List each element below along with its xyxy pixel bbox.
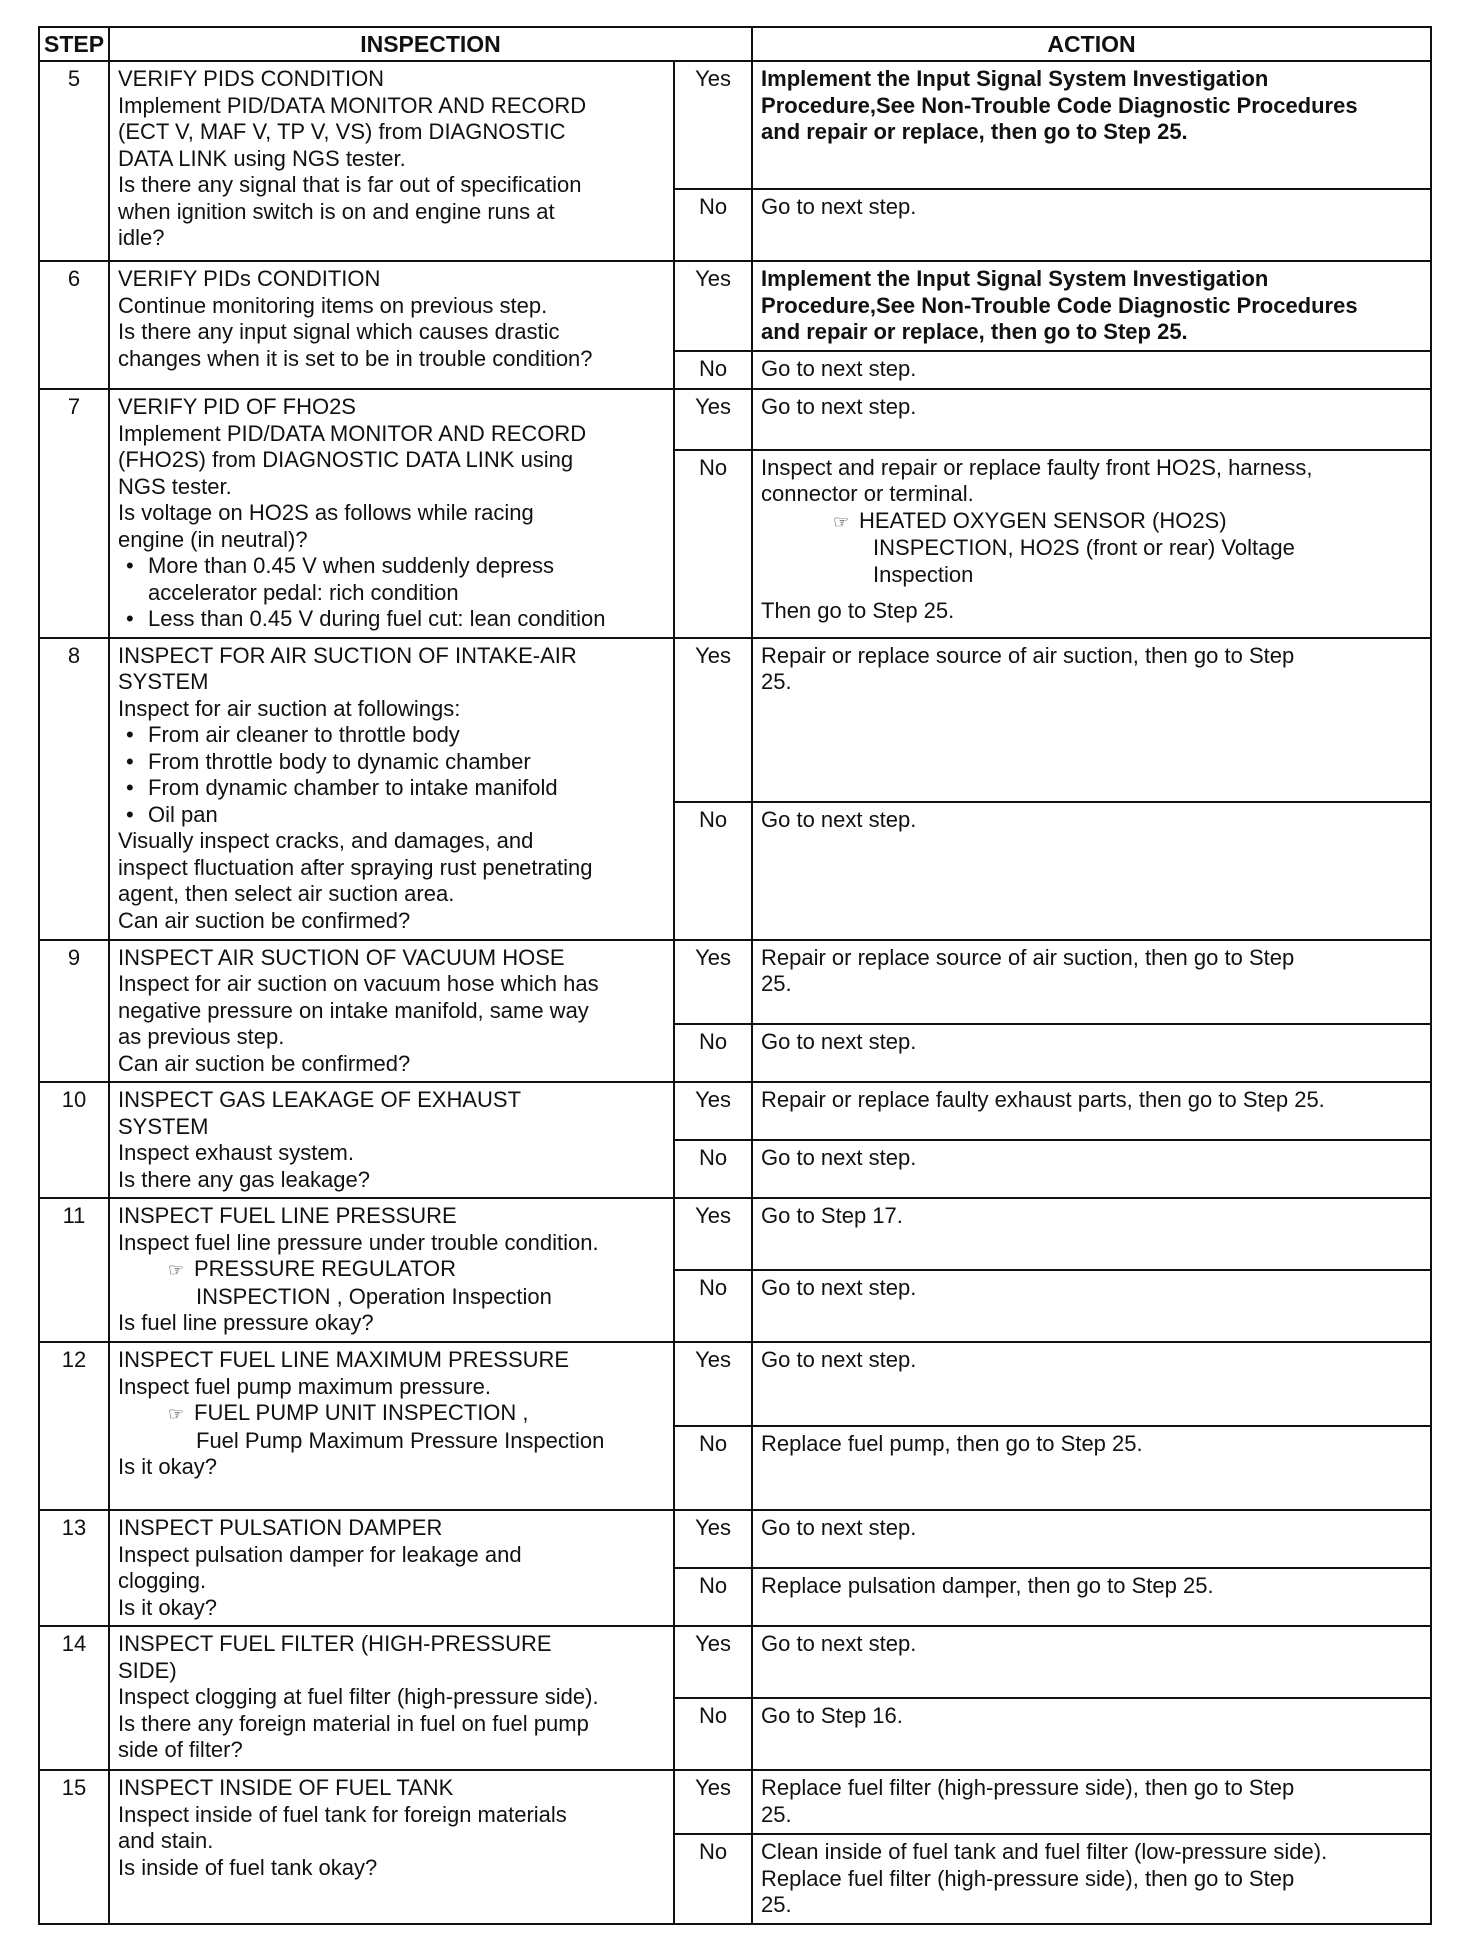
step-number: 12 [39,1342,109,1510]
action-line: and repair or replace, then go to Step 25. [761,319,1188,344]
inspection-line: NGS tester. [118,473,232,499]
inspection-title: SYSTEM [118,669,209,694]
inspection-line: (FHO2S) from DIAGNOSTIC DATA LINK using [118,447,574,472]
inspection-title: INSPECT GAS LEAKAGE OF EXHAUST [118,1087,522,1112]
reference-text: PRESSURE REGULATOR [194,1256,457,1281]
action-line: Go to next step. [761,1275,917,1300]
document-page [38,26,1430,1925]
action-line: Go to next step. [761,806,917,832]
no-action [752,1834,1431,1924]
step-number: 6 [39,261,109,389]
inspection-cell [109,1770,674,1924]
yes-action [752,389,1431,450]
header-inspection: INSPECTION [109,27,752,61]
inspection-line: inspect fluctuation after spraying rust penetrating [118,854,593,880]
inspection-bullet: • Less than 0.45 V during fuel cut: lean condition [118,606,665,633]
yes-label: Yes [674,1082,752,1140]
no-label: No [674,1270,752,1342]
action-line: 25. [761,669,792,694]
no-label: No [674,351,752,389]
step-number: 5 [39,61,109,261]
yes-action [752,940,1431,1024]
yes-label: Yes [674,61,752,189]
action-line: Inspect and repair or replace faulty front HO2S, harness, [761,454,1313,480]
yes-action [752,1626,1431,1698]
step-row-yes [39,1770,1431,1834]
step-number: 15 [39,1770,109,1924]
action-line: 25. [761,1892,792,1917]
reference-text: INSPECTION , Operation Inspection [196,1283,552,1309]
action-line: 25. [761,971,792,996]
inspection-line: Inspect exhaust system. [118,1140,354,1165]
inspection-cell [109,1626,674,1770]
action-line: Go to next step. [761,194,917,219]
action-line: Go to Step 16. [761,1703,903,1728]
diagnostic-table [38,26,1432,1925]
inspection-line: clogging. [118,1568,207,1593]
inspection-line: Is inside of fuel tank okay? [118,1854,378,1880]
inspection-cell [109,61,674,261]
inspection-line: negative pressure on intake manifold, same way [118,997,589,1023]
inspection-line: when ignition switch is on and engine runs at [118,198,555,224]
inspection-line: Inspect for air suction at followings: [118,695,461,721]
action-line: Repair or replace source of air suction, then go to Step [761,944,1295,970]
action-line: Clean inside of fuel tank and fuel filter (low-pressure side). [761,1839,1328,1864]
inspection-line: Visually inspect cracks, and damages, and [118,828,534,853]
inspection-bullet: • From throttle body to dynamic chamber [118,749,665,776]
reference-text: Inspection [873,561,974,587]
inspection-line: changes when it is set to be in trouble condition? [118,345,593,371]
no-action [752,1568,1431,1626]
step-row-yes [39,1510,1431,1568]
inspection-bullet: • From air cleaner to throttle body [118,722,665,749]
inspection-cell [109,940,674,1083]
reference-text: Fuel Pump Maximum Pressure Inspection [196,1427,605,1453]
step-row-yes [39,1198,1431,1270]
inspection-line: Is there any gas leakage? [118,1166,370,1192]
no-action [752,189,1431,261]
action-line: Go to next step. [761,394,917,419]
inspection-cell [109,389,674,638]
step-row-yes [39,261,1431,351]
yes-label: Yes [674,1626,752,1698]
step-row-yes [39,940,1431,1024]
no-label: No [674,1568,752,1626]
action-line: Replace pulsation damper, then go to Step 25. [761,1573,1214,1598]
reference-line [761,508,1422,536]
inspection-title: INSPECT FUEL FILTER (HIGH-PRESSURE [118,1631,552,1656]
inspection-line: Can air suction be confirmed? [118,1050,411,1076]
inspection-line: Inspect fuel pump maximum pressure. [118,1373,491,1399]
inspection-line: Inspect clogging at fuel filter (high-pressure side). [118,1684,599,1709]
header-row [39,27,1431,61]
no-action [752,1024,1431,1082]
yes-action [752,1510,1431,1568]
step-row-yes [39,1626,1431,1698]
action-line: Then go to Step 25. [761,598,955,624]
no-action [752,1426,1431,1510]
yes-label: Yes [674,389,752,450]
yes-action [752,1770,1431,1834]
inspection-bullet: • From dynamic chamber to intake manifold [118,775,665,802]
no-label: No [674,1426,752,1510]
no-label: No [674,189,752,261]
inspection-line: Implement PID/DATA MONITOR AND RECORD [118,92,587,118]
reference-line [118,1256,665,1284]
action-line: 25. [761,1801,792,1827]
header-action: ACTION [752,27,1431,61]
action-line: Implement the Input Signal System Investigation [761,266,1269,291]
inspection-cell [109,1510,674,1626]
yes-label: Yes [674,1198,752,1270]
action-line: Go to Step 17. [761,1203,903,1228]
step-number: 8 [39,638,109,940]
inspection-line: Inspect pulsation damper for leakage and [118,1541,522,1567]
inspection-title: INSPECT FUEL LINE MAXIMUM PRESSURE [118,1347,570,1372]
yes-action [752,61,1431,189]
action-line: Repair or replace source of air suction, then go to Step [761,642,1295,668]
header-step: STEP [39,27,109,61]
inspection-line: Is there any foreign material in fuel on fuel pump [118,1710,589,1736]
action-line: and repair or replace, then go to Step 25. [761,119,1188,144]
yes-label: Yes [674,1342,752,1426]
inspection-line: side of filter? [118,1737,243,1762]
no-action [752,1140,1431,1198]
yes-label: Yes [674,940,752,1024]
inspection-title: VERIFY PID OF FHO2S [118,394,356,419]
inspection-line: idle? [118,225,165,250]
yes-label: Yes [674,1770,752,1834]
inspection-bullet: • Oil pan [118,802,665,829]
yes-action [752,638,1431,802]
yes-label: Yes [674,1510,752,1568]
inspection-line: Is it okay? [118,1594,218,1620]
action-line: Repair or replace faulty exhaust parts, then go to Step 25. [761,1087,1325,1112]
inspection-line: Inspect for air suction on vacuum hose which has [118,971,599,996]
inspection-title: INSPECT FUEL LINE PRESSURE [118,1203,457,1228]
step-number: 13 [39,1510,109,1626]
inspection-title: SIDE) [118,1657,177,1683]
no-label: No [674,1140,752,1198]
inspection-line: Inspect fuel line pressure under trouble condition. [118,1229,599,1255]
no-label: No [674,450,752,638]
reference-text: INSPECTION, HO2S (front or rear) Voltage [873,535,1295,561]
inspection-line: Continue monitoring items on previous step. [118,292,548,318]
action-line: Replace fuel pump, then go to Step 25. [761,1431,1143,1456]
inspection-line: Is there any input signal which causes drastic [118,319,560,344]
inspection-cell [109,1342,674,1510]
no-label: No [674,1834,752,1924]
no-action [752,1698,1431,1770]
no-label: No [674,802,752,940]
inspection-title: INSPECT PULSATION DAMPER [118,1515,443,1540]
step-row-yes [39,389,1431,450]
inspection-line: Is there any signal that is far out of specification [118,172,582,197]
inspection-cell [109,1082,674,1198]
action-line: Replace fuel filter (high-pressure side), then go to Step [761,1865,1295,1891]
step-number: 9 [39,940,109,1083]
yes-action [752,1082,1431,1140]
inspection-line: Is voltage on HO2S as follows while racing [118,500,534,525]
reference-pointer-icon: ☞ [833,511,850,532]
inspection-title: INSPECT FOR AIR SUCTION OF INTAKE-AIR [118,642,577,668]
inspection-line: (ECT V, MAF V, TP V, VS) from DIAGNOSTIC [118,119,566,144]
step-number: 7 [39,389,109,638]
inspection-cell [109,1198,674,1342]
no-action [752,802,1431,940]
inspection-title: VERIFY PIDS CONDITION [118,66,385,91]
step-number: 10 [39,1082,109,1198]
yes-action [752,1198,1431,1270]
no-action [752,450,1431,638]
inspection-line: Implement PID/DATA MONITOR AND RECORD [118,420,587,446]
no-label: No [674,1024,752,1082]
inspection-line: Inspect inside of fuel tank for foreign materials [118,1801,567,1827]
action-line: Procedure,See Non-Trouble Code Diagnostic Procedures [761,292,1358,318]
action-line: Go to next step. [761,1515,917,1540]
yes-label: Yes [674,638,752,802]
action-line: Go to next step. [761,1631,917,1656]
step-number: 11 [39,1198,109,1342]
inspection-cell [109,261,674,389]
inspection-cell [109,638,674,940]
reference-pointer-icon: ☞ [168,1260,185,1280]
inspection-title: SYSTEM [118,1113,209,1139]
inspection-line: agent, then select air suction area. [118,881,455,906]
action-line: Implement the Input Signal System Investigation [761,66,1269,91]
inspection-bullet: • More than 0.45 V when suddenly depress accelerator pedal: rich condition [118,553,665,606]
action-line: Replace fuel filter (high-pressure side), then go to Step [761,1775,1295,1800]
no-action [752,1270,1431,1342]
action-line: Go to next step. [761,1145,917,1170]
inspection-line: Can air suction be confirmed? [118,907,411,933]
reference-line [118,1400,665,1428]
inspection-line: DATA LINK using NGS tester. [118,145,406,171]
step-row-yes [39,1342,1431,1426]
inspection-line: Is it okay? [118,1454,218,1479]
action-line: Go to next step. [761,1347,917,1372]
yes-action [752,261,1431,351]
step-number: 14 [39,1626,109,1770]
action-line: Procedure,See Non-Trouble Code Diagnostic Procedures [761,92,1358,118]
reference-pointer-icon: ☞ [168,1404,185,1424]
step-row-yes [39,638,1431,802]
yes-action [752,1342,1431,1426]
action-line: Go to next step. [761,356,917,381]
yes-label: Yes [674,261,752,351]
reference-text: HEATED OXYGEN SENSOR (HO2S) [859,507,1227,533]
inspection-line: engine (in neutral)? [118,526,308,552]
step-row-yes [39,1082,1431,1140]
inspection-title: INSPECT INSIDE OF FUEL TANK [118,1775,454,1800]
inspection-title: INSPECT AIR SUCTION OF VACUUM HOSE [118,944,565,970]
action-line: connector or terminal. [761,481,974,507]
inspection-title: VERIFY PIDs CONDITION [118,266,381,291]
inspection-line: and stain. [118,1828,214,1853]
inspection-line: as previous step. [118,1024,285,1049]
reference-text: FUEL PUMP UNIT INSPECTION , [194,1400,529,1425]
action-line: Go to next step. [761,1028,917,1054]
step-row-yes [39,61,1431,189]
no-action [752,351,1431,389]
no-label: No [674,1698,752,1770]
inspection-line: Is fuel line pressure okay? [118,1310,374,1335]
